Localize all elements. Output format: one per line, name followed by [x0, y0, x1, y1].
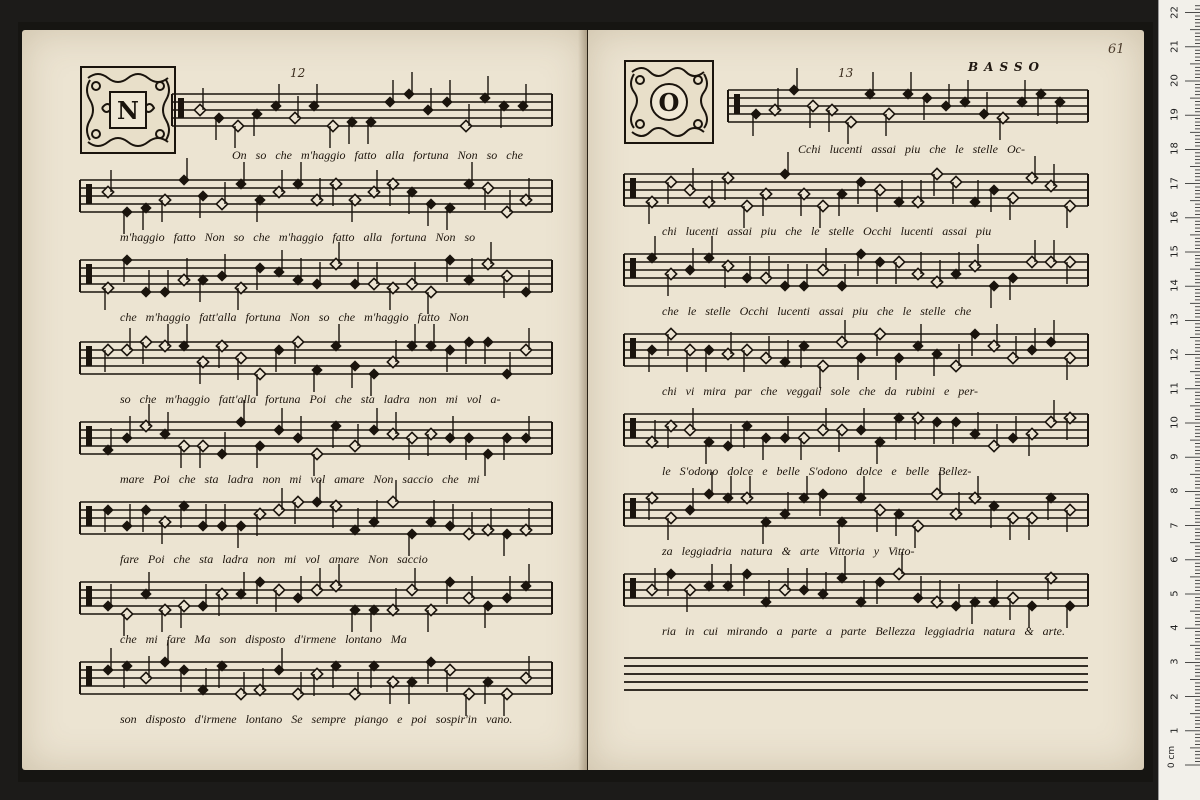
note-mark — [969, 596, 980, 624]
lyric-line: za leggiadria natura & arte Vittoria y Vitto- — [662, 544, 915, 558]
ruler-number: 2 — [1169, 692, 1181, 700]
ruler-number: 18 — [1169, 142, 1181, 156]
note-mark — [703, 180, 714, 208]
note-mark — [444, 202, 455, 230]
note-mark — [703, 564, 714, 592]
note-mark — [741, 420, 752, 448]
note-mark — [874, 436, 885, 464]
note-mark — [292, 162, 303, 190]
note-mark — [482, 508, 493, 536]
ruler-number: 5 — [1169, 590, 1181, 597]
note-mark — [893, 180, 904, 208]
note-mark — [197, 668, 208, 696]
note-mark — [425, 428, 436, 456]
note-mark — [826, 104, 837, 132]
note-mark — [1035, 88, 1046, 116]
note-mark — [517, 84, 528, 112]
note-mark — [779, 492, 790, 520]
note-mark — [406, 186, 417, 214]
note-mark — [1045, 492, 1056, 520]
note-mark — [368, 660, 379, 688]
right-page — [588, 30, 1144, 770]
staff — [80, 324, 552, 396]
note-mark — [798, 188, 809, 216]
note-mark — [270, 84, 281, 112]
staff — [80, 640, 552, 716]
note-mark — [102, 282, 113, 310]
ruler-number: 8 — [1169, 487, 1181, 495]
note-mark — [368, 170, 379, 198]
lyric-line: m'haggio fatto Non so che m'haggio fatto alla fortuna Non so — [120, 230, 476, 244]
note-mark — [703, 436, 714, 464]
note-mark — [1026, 156, 1037, 184]
note-mark — [368, 500, 379, 528]
note-mark — [387, 178, 398, 206]
note-mark — [216, 588, 227, 616]
note-mark — [836, 516, 847, 544]
note-mark — [722, 332, 733, 360]
ruler-number: 13 — [1169, 313, 1181, 327]
initial-letter: O — [650, 83, 688, 121]
note-mark — [912, 252, 923, 280]
staff — [624, 152, 1088, 228]
ruler-number: 4 — [1169, 624, 1181, 631]
ruler-number: 22 — [1169, 5, 1181, 19]
note-mark — [798, 340, 809, 368]
note-mark — [1064, 200, 1075, 228]
note-mark — [1026, 428, 1037, 456]
note-mark — [482, 676, 493, 704]
ruler-number: 10 — [1169, 416, 1181, 429]
ruler-number: 11 — [1169, 381, 1181, 395]
lyric-line: fare Poi che sta ladra non mi vol amare Non saccio — [120, 552, 428, 566]
note-mark — [425, 500, 436, 528]
note-mark — [703, 236, 714, 264]
note-mark — [330, 420, 341, 448]
note-mark — [779, 152, 790, 180]
note-mark — [330, 178, 341, 206]
note-mark — [988, 324, 999, 352]
note-mark — [520, 178, 531, 206]
ruler-number: 15 — [1169, 245, 1181, 258]
note-mark — [520, 564, 531, 592]
note-mark — [178, 324, 189, 352]
note-mark — [216, 340, 227, 368]
note-mark — [1064, 600, 1075, 628]
note-mark — [988, 500, 999, 528]
lyric-line: ria in cui mirando a parte a parte Bellezza leggiadria natura & arte. — [662, 624, 1065, 638]
note-mark — [912, 180, 923, 208]
staff — [624, 320, 1088, 388]
note-mark — [893, 508, 904, 536]
note-mark — [235, 282, 246, 310]
staff — [728, 68, 1088, 144]
ruler-number: 1 — [1169, 727, 1181, 734]
note-mark — [760, 188, 771, 216]
note-mark — [769, 88, 780, 116]
empty-staff — [624, 658, 1088, 690]
lyric-line: son disposto d'irmene lontano Se sempre piango e poi sospir'in vano. — [120, 712, 513, 726]
note-mark — [349, 508, 360, 536]
note-mark — [102, 170, 113, 198]
note-mark — [722, 172, 733, 200]
lyric-line: chi lucenti assai piu che le stelle Occhi lucenti assai piu — [662, 224, 992, 238]
note-mark — [760, 580, 771, 608]
note-mark — [1045, 164, 1056, 192]
note-mark — [292, 258, 303, 286]
note-mark — [330, 242, 341, 270]
note-mark — [159, 516, 170, 544]
lyric-line: le S'odono dolce e belle S'odono dolce e belle Bellez- — [662, 464, 972, 478]
note-mark — [988, 280, 999, 308]
note-mark — [520, 508, 531, 536]
staff — [80, 242, 552, 314]
note-mark — [931, 348, 942, 376]
note-mark — [836, 188, 847, 216]
note-mark — [349, 194, 360, 222]
note-mark — [178, 258, 189, 286]
note-mark — [912, 412, 923, 440]
note-mark — [931, 260, 942, 288]
ruler-number: 7 — [1169, 521, 1181, 529]
note-mark — [864, 72, 875, 100]
lyric-line: che mi fare Ma son disposto d'irmene lontano Ma — [120, 632, 407, 646]
page-number: 13 — [838, 66, 854, 80]
note-mark — [1064, 412, 1075, 440]
note-mark — [722, 260, 733, 288]
note-mark — [665, 268, 676, 296]
lyric-line: so che m'haggio fatt'alla fortuna Poi che sta ladra non mi vol a- — [120, 392, 501, 406]
note-mark — [406, 676, 417, 704]
note-mark — [1016, 80, 1027, 108]
note-mark — [273, 250, 284, 278]
note-mark — [741, 476, 752, 504]
note-mark — [349, 604, 360, 632]
note-mark — [722, 564, 733, 592]
note-mark — [646, 196, 657, 224]
note-mark — [140, 202, 151, 230]
note-mark — [140, 404, 151, 432]
note-mark — [788, 68, 799, 96]
staff — [172, 72, 552, 148]
note-mark — [845, 116, 856, 144]
note-mark — [403, 72, 414, 100]
note-mark — [969, 244, 980, 272]
note-mark — [406, 324, 417, 352]
staff — [80, 564, 552, 636]
ruler-number: 12 — [1169, 347, 1181, 361]
note-mark — [498, 100, 509, 128]
ruler-number: 19 — [1169, 108, 1181, 122]
note-mark — [254, 194, 265, 222]
note-mark — [330, 564, 341, 592]
note-mark — [159, 194, 170, 222]
ruler-unit-label: 0 cm — [1167, 745, 1178, 769]
note-mark — [178, 500, 189, 528]
measurement-ruler — [1158, 0, 1200, 800]
staff — [624, 236, 1088, 308]
lyric-line: mare Poi che sta ladra non mi vol amare Non saccio che mi — [120, 472, 480, 486]
note-mark — [254, 508, 265, 536]
note-mark — [969, 180, 980, 208]
note-mark — [959, 80, 970, 108]
lyric-line: che m'haggio fatt'alla fortuna Non so che m'haggio fatto Non — [120, 310, 469, 324]
note-mark — [501, 528, 512, 556]
ruler-number: 17 — [1169, 176, 1181, 190]
note-mark — [330, 660, 341, 688]
note-mark — [216, 660, 227, 688]
note-mark — [997, 112, 1008, 140]
note-mark — [254, 668, 265, 696]
note-mark — [722, 476, 733, 504]
note-mark — [140, 572, 151, 600]
note-mark — [159, 412, 170, 440]
folio-number: 61 — [1108, 42, 1125, 57]
staff — [624, 552, 1088, 628]
note-mark — [330, 324, 341, 352]
note-mark — [159, 604, 170, 632]
page-number: 12 — [290, 66, 306, 80]
note-mark — [387, 282, 398, 310]
note-mark — [387, 676, 398, 704]
note-mark — [646, 236, 657, 264]
note-mark — [463, 162, 474, 190]
note-mark — [121, 660, 132, 688]
ruler-number: 16 — [1169, 210, 1181, 224]
note-mark — [346, 116, 357, 144]
note-mark — [387, 412, 398, 440]
ruler-number: 20 — [1169, 74, 1181, 87]
note-mark — [368, 604, 379, 632]
note-mark — [646, 492, 657, 520]
note-mark — [425, 604, 436, 632]
lyric-line: Cchi lucenti assai piu che le stelle Oc- — [798, 142, 1025, 156]
note-mark — [387, 588, 398, 616]
ruler-number: 14 — [1169, 279, 1181, 293]
note-mark — [197, 274, 208, 302]
note-mark — [646, 420, 657, 448]
note-mark — [232, 120, 243, 148]
note-mark — [1054, 96, 1065, 124]
note-mark — [365, 116, 376, 144]
note-mark — [950, 252, 961, 280]
music-staves — [588, 30, 1144, 770]
note-mark — [817, 572, 828, 600]
lyric-line: chi vi mira par che veggail sole che da rubini e per- — [662, 384, 979, 398]
note-mark — [387, 340, 398, 368]
note-mark — [760, 516, 771, 544]
note-mark — [836, 556, 847, 584]
note-mark — [330, 500, 341, 528]
note-mark — [273, 170, 284, 198]
note-mark — [482, 448, 493, 476]
note-mark — [893, 412, 904, 440]
lyric-line: che le stelle Occhi lucenti assai piu che le stelle che — [662, 304, 972, 318]
staff — [80, 480, 552, 556]
note-mark — [969, 476, 980, 504]
note-mark — [969, 412, 980, 440]
initial-letter: N — [109, 91, 147, 129]
note-mark — [855, 476, 866, 504]
note-mark — [311, 364, 322, 392]
note-mark — [988, 580, 999, 608]
note-mark — [479, 76, 490, 104]
ruler-number: 3 — [1169, 658, 1181, 666]
ruler-number: 6 — [1169, 556, 1181, 563]
note-mark — [235, 162, 246, 190]
note-mark — [931, 580, 942, 608]
ruler-number: 21 — [1169, 39, 1181, 53]
note-mark — [798, 476, 809, 504]
note-mark — [102, 428, 113, 456]
note-mark — [327, 120, 338, 148]
note-mark — [902, 72, 913, 100]
ruler-number: 9 — [1169, 453, 1181, 460]
note-mark — [425, 324, 436, 352]
staff — [80, 158, 552, 234]
note-mark — [311, 668, 322, 696]
staff — [624, 472, 1088, 548]
left-page — [22, 30, 587, 770]
note-mark — [235, 572, 246, 600]
note-mark — [463, 258, 474, 286]
note-mark — [665, 420, 676, 448]
note-mark — [159, 324, 170, 352]
note-mark — [197, 356, 208, 384]
note-mark — [779, 340, 790, 368]
note-mark — [912, 324, 923, 352]
staff — [80, 400, 552, 476]
note-mark — [308, 84, 319, 112]
note-mark — [1045, 572, 1056, 600]
note-mark — [178, 158, 189, 186]
note-mark — [311, 178, 322, 206]
note-mark — [482, 242, 493, 270]
lyric-line: On so che m'haggio fatto alla fortuna Non so che — [232, 148, 523, 162]
note-mark — [950, 492, 961, 520]
staff — [624, 400, 1088, 464]
part-label: BASSO — [968, 60, 1045, 74]
note-mark — [251, 108, 262, 136]
note-mark — [855, 580, 866, 608]
